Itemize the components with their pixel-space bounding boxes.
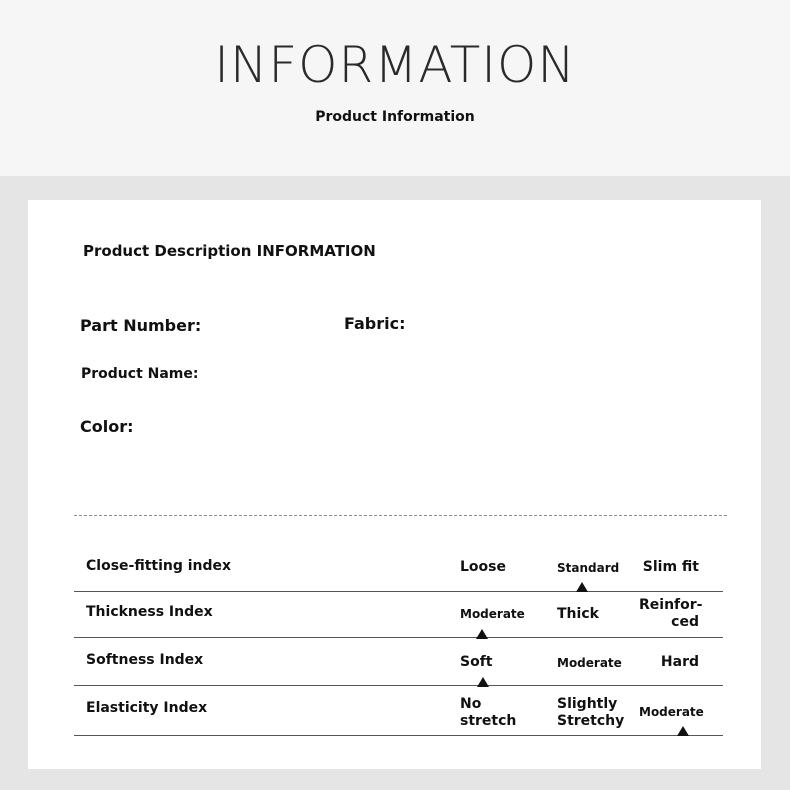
page-title: INFORMATION	[214, 36, 576, 94]
index-row-softness	[74, 639, 723, 686]
index-option: Standard	[557, 561, 620, 575]
index-name: Thickness Index	[86, 604, 213, 620]
index-name: Softness Index	[86, 652, 204, 668]
index-name: Close-fitting index	[86, 558, 232, 574]
index-option: Loose	[460, 559, 506, 575]
selection-marker-icon	[477, 677, 489, 687]
index-option: Moderate	[460, 607, 525, 621]
color-label: Color:	[80, 417, 134, 436]
index-option: Moderate	[639, 705, 704, 719]
selection-marker-icon	[476, 629, 488, 639]
header-banner	[0, 0, 790, 176]
part-number-label: Part Number:	[80, 316, 202, 335]
index-option: No stretch	[460, 696, 517, 729]
index-name: Elasticity Index	[86, 700, 208, 716]
index-row-close-fitting	[74, 545, 723, 592]
index-row-elasticity	[74, 687, 723, 736]
page-subtitle: Product Information	[315, 109, 475, 125]
index-option: Hard	[660, 654, 699, 670]
index-option: Thick	[557, 606, 599, 622]
product-name-label: Product Name:	[81, 366, 199, 382]
index-option: Reinfor-ced	[639, 597, 703, 630]
info-card	[28, 200, 761, 769]
index-option: Moderate	[557, 656, 622, 670]
section-title: Product Description INFORMATION	[83, 242, 376, 260]
index-option: Soft	[460, 654, 493, 670]
index-row-thickness	[74, 591, 723, 638]
dashed-divider	[74, 515, 727, 516]
index-option: Slim fit	[642, 559, 699, 575]
selection-marker-icon	[677, 726, 689, 736]
index-option: Slightly Stretchy	[557, 696, 625, 729]
fabric-label: Fabric:	[344, 314, 406, 333]
